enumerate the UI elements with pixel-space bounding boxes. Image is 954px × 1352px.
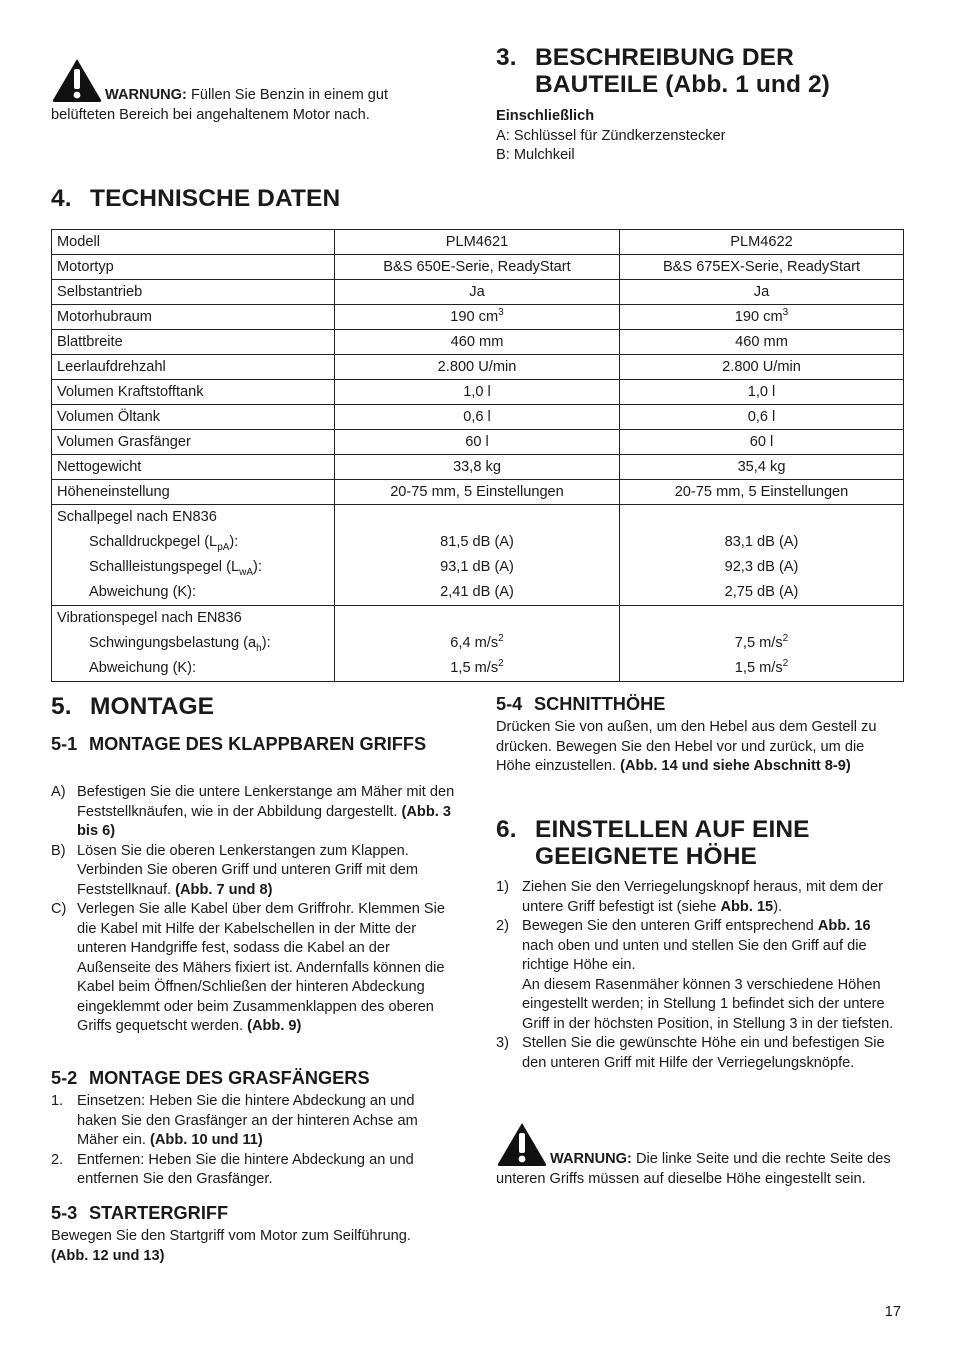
section-5-2-heading: 5-2 MONTAGE DES GRASFÄNGERS bbox=[51, 1066, 451, 1090]
table-cell: 20-75 mm, 5 Einstellungen bbox=[620, 480, 904, 505]
table-cell: Höheneinstellung bbox=[52, 480, 335, 505]
table-cell: 1,5 $m/s^2$ bbox=[734, 658, 789, 676]
table-cell: Modell bbox=[52, 230, 335, 255]
section-6-title: EINSTELLEN AUF EINE GEEIGNETE HÖHE bbox=[535, 816, 810, 870]
table-cell: Ja bbox=[335, 280, 620, 305]
table-cell: 0,6 l bbox=[335, 405, 620, 430]
table-cell: B&S 650E-Serie, ReadyStart bbox=[335, 255, 620, 280]
list-item: 2. Entfernen: Heben Sie die hintere Abdeckung an und entfernen Sie den Grasfänger. bbox=[51, 1151, 414, 1187]
table-cell: 190 $cm^3$ bbox=[335, 305, 620, 330]
section-5-3-text: Bewegen Sie den Startgriff vom Motor zum Seilführung. (Abb. 12 und 13) bbox=[51, 1228, 411, 1264]
included-item: A: Schlüssel für Zündkerzenstecker bbox=[496, 127, 726, 144]
included-item: B: Mulchkeil bbox=[496, 147, 575, 163]
table-cell: 460 mm bbox=[620, 330, 904, 355]
table-cell: 35,4 kg bbox=[620, 455, 904, 480]
table-cell: Blattbreite bbox=[52, 330, 335, 355]
list-item: 1. Einsetzen: Heben Sie die hintere Abdeckung an und haken Sie den Grasfänger an der hinteren Achse am Mäher ein. (Abb. 10 und 11) bbox=[51, 1093, 418, 1148]
table-cell: 460 mm bbox=[335, 330, 620, 355]
table-cell: Volumen Kraftstofftank bbox=[52, 380, 335, 405]
table-cell: Selbstantrieb bbox=[52, 280, 335, 305]
section-5-title: MONTAGE bbox=[90, 693, 215, 720]
section-5-4-title: SCHNITTHÖHE bbox=[534, 694, 666, 714]
table-cell: 2,75 dB (A) bbox=[724, 584, 799, 600]
list-item: 1) Ziehen Sie den Verriegelungsknopf heraus, mit dem der untere Griff befestigt ist (siehe Abb. 15). bbox=[496, 879, 884, 915]
table-row bbox=[52, 330, 904, 355]
table-cell: 2.800 U/min bbox=[620, 355, 904, 380]
sound-power-label: Schallleistungspegel $(L_{wA})$: bbox=[89, 559, 262, 578]
section-5-3-title: STARTERGRIFF bbox=[89, 1203, 229, 1223]
table-cell: Motortyp bbox=[52, 255, 335, 280]
list-item: C) Verlegen Sie alle Kabel über dem Griffrohr. Klemmen Sie die Kabel mit Hilfe der Kabelschellen in der Mitte der unteren Handgriffe fest, sodass die Kabel an der Außenseite des Mähers fixiert ist. Andernfalls können die Kabel beim Öffnen/Schließen der hinteren Abdeckung eingeklemmt oder beim Zusammenklappen des oberen Griffs gequetscht werden. (Abb. 9) bbox=[51, 901, 446, 1034]
table-row bbox=[52, 455, 904, 480]
section-6-heading: 6. EINSTELLEN AUF EINE GEEIGNETE HÖHE bbox=[496, 816, 896, 870]
section-5-1-title: MONTAGE DES KLAPPBAREN GRIFFS bbox=[89, 734, 427, 754]
table-cell: 2.800 U/min bbox=[335, 355, 620, 380]
table-cell: 81,5 dB (A) bbox=[440, 534, 514, 550]
list-item: A) Befestigen Sie die untere Lenkerstange am Mäher mit den Feststellknäufen, wie in der Abbildung dargestellt. (Abb. 3 bis 6) bbox=[51, 784, 455, 839]
warning-label: WARNUNG: bbox=[105, 87, 187, 103]
section-5-1-list bbox=[51, 783, 456, 1037]
sound-deviation-label: Abweichung (K): bbox=[89, 584, 197, 600]
table-cell: 60 l bbox=[335, 430, 620, 455]
table-cell: 60 l bbox=[620, 430, 904, 455]
section-4-heading: 4. TECHNISCHE DATEN bbox=[51, 185, 651, 212]
table-cell: 190 $cm^3$ bbox=[620, 305, 904, 330]
table-row bbox=[52, 355, 904, 380]
sound-heading: Schallpegel nach EN836 bbox=[57, 509, 217, 525]
table-row bbox=[52, 405, 904, 430]
warning-bottom bbox=[496, 1121, 904, 1189]
table-cell: PLM4622 bbox=[620, 230, 904, 255]
table-cell: 1,5 $m/s^2$ bbox=[450, 658, 504, 676]
section-5-4-heading: 5-4 SCHNITTHÖHE bbox=[496, 692, 896, 716]
warning-text: Füllen Sie Benzin in einem gut belüfteten Bereich bei angehaltenem Motor nach. bbox=[51, 87, 389, 123]
vibration-load-label: Schwingungsbelastung $(a_h)$: bbox=[89, 635, 271, 654]
list-item: B) Lösen Sie die oberen Lenkerstangen zum Klappen. Verbinden Sie oberen Griff und unteren Griff mit dem Feststellknauf. (Abb. 7 und 8) bbox=[51, 842, 418, 898]
warning-text: Die linke Seite und die rechte Seite des unteren Griffs müssen auf dieselbe Höhe eingestellt sein. bbox=[496, 1151, 891, 1187]
table-cell: 0,6 l bbox=[620, 405, 904, 430]
table-cell: Motorhubraum bbox=[52, 305, 335, 330]
table-cell: Nettogewicht bbox=[52, 455, 335, 480]
table-cell: 83,1 dB (A) bbox=[724, 534, 799, 550]
included-label: Einschließlich bbox=[496, 108, 595, 124]
section-5-3-heading: 5-3 STARTERGRIFF bbox=[51, 1201, 451, 1225]
table-cell: 7,5 $m/s^2$ bbox=[734, 633, 789, 651]
warning-label: WARNUNG: bbox=[550, 1151, 632, 1167]
list-item: 3) Stellen Sie die gewünschte Höhe ein und befestigen Sie den unteren Griff mit Hilfe der Verriegelungsknöpfe. bbox=[496, 1035, 885, 1071]
table-row bbox=[52, 480, 904, 505]
section-5-4-text: Drücken Sie von außen, um den Hebel aus dem Gestell zu drücken. Bewegen Sie den Hebel vor und zurück, um die Höhe einzustellen. (Abb. 14 und siehe Abschnitt 8-9) bbox=[496, 719, 877, 774]
table-row bbox=[52, 505, 904, 606]
table-cell: 33,8 kg bbox=[335, 455, 620, 480]
table-cell: PLM4621 bbox=[335, 230, 620, 255]
table-row bbox=[52, 280, 904, 305]
table-cell: 1,0 l bbox=[620, 380, 904, 405]
section-5-1-heading: 5-1 MONTAGE DES KLAPPBAREN GRIFFS bbox=[51, 732, 446, 756]
section-3-title: BESCHREIBUNG DER BAUTEILE (Abb. 1 und 2) bbox=[535, 44, 830, 98]
section-6-list bbox=[496, 878, 904, 1073]
section-4-title: TECHNISCHE DATEN bbox=[90, 185, 341, 212]
table-cell: Volumen Öltank bbox=[52, 405, 335, 430]
section-5-2-title: MONTAGE DES GRASFÄNGERS bbox=[89, 1068, 370, 1088]
table-cell: B&S 675EX-Serie, ReadyStart bbox=[620, 255, 904, 280]
table-cell: Leerlaufdrehzahl bbox=[52, 355, 335, 380]
section-3-heading: 3. BESCHREIBUNG DER BAUTEILE (Abb. 1 und 2) bbox=[496, 44, 906, 98]
table-cell: 93,1 dB (A) bbox=[440, 559, 514, 575]
table-cell: 6,4 $m/s^2$ bbox=[450, 633, 504, 651]
page-number: 17 bbox=[884, 1304, 901, 1320]
vibration-heading: Vibrationspegel nach EN836 bbox=[57, 610, 242, 626]
table-cell: 92,3 dB (A) bbox=[724, 559, 799, 575]
list-item: 2) Bewegen Sie den unteren Griff entsprechend Abb. 16 nach oben und unten und stellen Sie den Griff auf die richtige Höhe ein. An diesem Rasenmäher können 3 verschiedene Höhen eingestellt werden; in Stellung 1 befindet sich der untere Griff in der höchsten Position, in Stellung 3 in der tiefsten. bbox=[496, 918, 894, 1032]
section-5-heading: 5. MONTAGE bbox=[51, 693, 451, 720]
vibration-deviation-label: Abweichung (K): bbox=[89, 660, 197, 676]
sound-pressure-label: Schalldruckpegel $(L_{pA})$: bbox=[89, 534, 239, 553]
section-3-body bbox=[496, 107, 726, 166]
table-cell: 1,0 l bbox=[335, 380, 620, 405]
warning-icon bbox=[51, 57, 103, 103]
table-cell: Ja bbox=[620, 280, 904, 305]
table-row bbox=[52, 380, 904, 405]
warning-top bbox=[51, 57, 431, 125]
warning-icon bbox=[496, 1121, 548, 1167]
table-row bbox=[52, 430, 904, 455]
table-row bbox=[52, 606, 904, 682]
table-row bbox=[52, 305, 904, 330]
table-row bbox=[52, 230, 904, 255]
table-cell: 2,41 dB (A) bbox=[440, 584, 514, 600]
spec-table bbox=[51, 229, 904, 682]
table-cell: 20-75 mm, 5 Einstellungen bbox=[335, 480, 620, 505]
section-5-2-list bbox=[51, 1092, 456, 1190]
table-cell: Volumen Grasfänger bbox=[52, 430, 335, 455]
table-row bbox=[52, 255, 904, 280]
